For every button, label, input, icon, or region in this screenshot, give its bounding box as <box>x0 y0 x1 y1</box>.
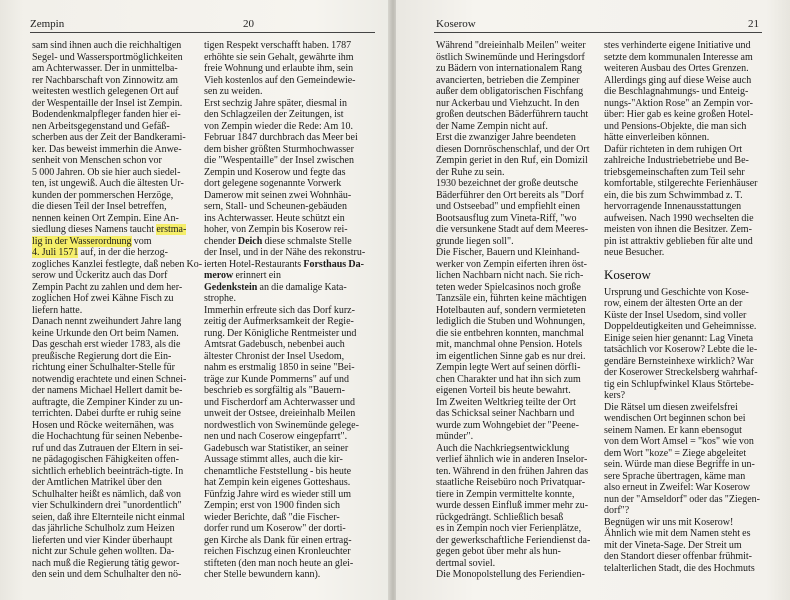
text-line: serow und Ückeritz auch das Dorf <box>32 270 168 281</box>
text-line: die Hochachtung für seinen Nebenbe- <box>32 431 183 442</box>
text-line: Fünfzig Jahre wird es wieder still um <box>204 488 352 500</box>
text-line: kers? <box>604 390 626 401</box>
text-line: der Amtlichen Matrikel über den <box>32 477 162 488</box>
highlighted-text: erstma- <box>156 224 187 235</box>
text-line: sein. Würde man diese Begriffe in un- <box>604 459 755 470</box>
bold-term-forsthaus: Forsthaus Da- <box>303 258 364 270</box>
text-line: es in Zempin noch vier Ferienplätze, <box>436 523 582 534</box>
text-line: weitesten westlich gelegenen Ort auf <box>32 86 179 97</box>
text-line: freie Wohnung und erlaubte ihm, sein <box>204 63 354 74</box>
text-line: im eigentlichen Sinne gab es nur drei. <box>436 350 586 362</box>
text-line: am Achterwasser. Der in unmittelba- <box>32 63 178 74</box>
text-line: zeitig der Aufmerksamkeit der Regie- <box>204 316 354 327</box>
text-line: Amtsrat Gadebusch, nebenbei auch <box>204 339 345 350</box>
text-line: also erneut in Zweifel: War Koserow <box>604 482 751 493</box>
text-line: dem bisher größten Sturmhochwasser <box>204 143 354 155</box>
text-line: sern, Stall- und Scheunen-gebäuden <box>204 201 347 212</box>
text-line: chenamtliche Feststellung - bis heute <box>204 465 352 477</box>
text-fragment: diese schmalste Stelle <box>262 235 352 247</box>
text-line: die diesen Teil der Insel betreffen, <box>32 201 167 212</box>
section-heading-koserow: Koserow <box>604 266 651 282</box>
text-line: Während "dreieinhalb Meilen" weiter <box>436 40 586 51</box>
text-line: dorfer rund um Koserow" der dorti- <box>204 523 346 534</box>
bold-term-gedenkstein: Gedenkstein <box>204 281 258 293</box>
text-line: Zempin Pacht zu zahlen und dem her- <box>32 281 183 293</box>
bold-term-deich: Deich <box>237 235 263 247</box>
text-line: mit der Vineta-Sage. Der Streit um <box>604 539 742 551</box>
text-line: wurde dessen Einfluß immer mehr zu- <box>436 500 589 511</box>
text-fragment: ierten Hotel-Restaurants <box>204 258 304 270</box>
text-fragment: auf, in der die herzog- <box>78 247 168 258</box>
text-line: nicht zur Schule gehen wollten. Da- <box>32 546 175 557</box>
text-line: senheit von Menschen schon vor <box>32 155 162 166</box>
right-page-column-2 <box>604 40 770 574</box>
text-line <box>32 236 198 248</box>
page-number-right: 21 <box>748 18 759 30</box>
text-line: sere Sprache übertragen, käme man <box>604 470 746 482</box>
text-line: stifteten (den man noch heute an glei- <box>204 557 354 569</box>
text-line: außer dem obligatorischen Fischfang <box>436 86 584 97</box>
header-rule-left <box>30 32 375 33</box>
text-line: nungs-"Aktion Rose" an Zempin vor- <box>604 97 753 109</box>
text-line: unweit der Ostsee, dreieinhalb Meilen <box>204 408 356 419</box>
text-line: Hotelbauten auf, sondern vermieteten <box>436 304 586 316</box>
text-line: die "Wespentaille" der Insel zwischen <box>204 155 354 166</box>
text-line: Küste der Insel Usedom, sind voller <box>604 309 747 321</box>
running-head-zempin: Zempin <box>30 18 65 30</box>
text-line: nennen keinen Ort Zempin. Eine An- <box>32 212 179 224</box>
text-line: münder". <box>436 431 474 442</box>
text-fragment: an die damalige Kata- <box>257 281 347 293</box>
text-line: lieferten und vier Kinder überhaupt <box>32 534 173 546</box>
text-line: Auch die Nachkriegsentwicklung <box>436 442 570 454</box>
text-line: den Standort dieser offenbar frühmit- <box>604 551 753 562</box>
text-line: Bäderführer den Ort bereits als "Dorf <box>436 189 584 201</box>
text-line: ins Achterwasser. Heute schützt ein <box>204 212 345 224</box>
running-head-koserow: Koserow <box>436 18 476 30</box>
highlighted-text: lig in der <box>32 235 70 247</box>
text-line: Bootsausflug zum Vineta-Riff, "wo <box>436 212 577 224</box>
text-line: zahlreiche Industriebetriebe und Be- <box>604 155 749 166</box>
text-line: die versunkene Stadt auf dem Meeres- <box>436 224 589 235</box>
text-line: Zempin und Koserow und fegte das <box>204 166 346 178</box>
text-line: Doppeldeutigkeiten und Geheimnisse. <box>604 321 757 332</box>
text-fragment: siedlung dieses Namens taucht <box>32 224 157 235</box>
text-line: sen zu weiden. <box>204 86 263 97</box>
text-line: östlich Swinemünde und Heringsdorf <box>436 51 585 63</box>
text-line: Gadebusch war Statistiker, an seiner <box>204 442 349 454</box>
text-line: meisten von ihnen die Besitzer. Zem- <box>604 224 752 235</box>
text-line: tatsächlich vor Koserow? Lebte die le- <box>604 344 758 355</box>
text-line: der namens Michael Hellert damit be- <box>32 385 183 396</box>
bold-term-damerow: merow <box>204 270 234 281</box>
text-line: hervorragende Innenausstattungen <box>604 201 742 212</box>
text-line: terrichten. Dabei durfte er ruhig seine <box>32 408 181 419</box>
text-line: Danach nennt zweihundert Jahre lang <box>32 316 182 327</box>
text-line: der Name Zempin nicht auf. <box>436 120 548 132</box>
text-line: tiere in Zempin vermittelte konnte, <box>436 488 575 500</box>
text-line: ein, die bis zum Schwimmbad z. T. <box>604 189 743 201</box>
text-line: und Pensions-Objekte, die man sich <box>604 120 747 132</box>
text-line: gegen gebot über mehr als hun- <box>436 546 561 557</box>
text-line: ältester Chronist der Insel Usedom, <box>204 350 345 362</box>
text-line: Erst sechzig Jahre später, diesmal in <box>204 97 348 109</box>
text-line: richtung einer Schulhalter-Stelle für <box>32 362 176 373</box>
text-line: der Wespentaille der Insel ist Zempin. <box>32 97 183 109</box>
text-line: von Zempin wieder die Rede: Am 10. <box>204 120 354 132</box>
text-line: Vieh kostenlos auf den Gemeindewie- <box>204 74 356 86</box>
text-line: ruf und das Zutrauen der Eltern in sei- <box>32 442 183 454</box>
text-line <box>204 282 374 294</box>
text-line: Die Monopolstellung des Feriendien- <box>436 569 585 580</box>
text-line: reichen Fischzug einen Kronleuchter <box>204 546 351 557</box>
text-line: keine Urkunde den Ort beim Namen. <box>32 327 179 339</box>
text-line: triebsgemeinschaften zum Teil sehr <box>604 166 745 178</box>
text-line: setzte dem kommunalen Interesse am <box>604 51 753 63</box>
text-line: chen Charakter und hat ihn sich zum <box>436 373 581 385</box>
text-line: erhöhte sie sein Gehalt, gewährte ihm <box>204 51 354 63</box>
text-line: 5 000 Jahren. Ob sie hier auch siedel- <box>32 166 181 178</box>
text-line: zogliches Kanzlei festlegte, daß neben Ko- <box>32 258 203 270</box>
text-line: Februar 1847 durchbrach das Meer bei <box>204 132 358 143</box>
text-line: tig ein Schlupfwinkel Klaus Störtebe- <box>604 378 754 390</box>
text-line: dorf"? <box>604 505 630 516</box>
text-line: ten, ist ungewiß. Auch die ältesten Ur- <box>32 178 184 189</box>
text-line: das Schicksal seiner Nachbarn und <box>436 408 575 419</box>
text-line: Das geschah erst wieder 1783, als die <box>32 339 181 350</box>
text-line: Aussage stimmt alles, auch die kir- <box>204 454 343 465</box>
right-page-header <box>396 18 790 34</box>
text-line: Ursprung und Geschichte von Kose- <box>604 286 749 298</box>
text-line: nur Ackerbau und Viehzucht. In den <box>436 97 580 109</box>
text-line: hoher, von Zempin bis Koserow rei- <box>204 224 348 235</box>
text-line: Bodendenkmalpfleger fanden hier ei- <box>32 109 181 120</box>
text-line: nun der "Amseldorf" oder das "Ziegen- <box>604 493 760 505</box>
text-line: vier Schulkindern drei "unordentlich" <box>32 500 182 511</box>
text-line: pin ist attraktiv geblieben für alte und <box>604 235 753 247</box>
text-line: 1930 bezeichnet der große deutsche <box>436 178 579 189</box>
text-line: nen und nach Coserow eingepfarrt". <box>204 431 348 442</box>
text-line: aufweisen. Nach 1990 wechselten die <box>604 212 754 224</box>
text-line: notwendig erachtete und einen Schnei- <box>32 373 187 385</box>
text-line: nordwestlich von Swinemünde gelege- <box>204 419 359 431</box>
text-line: Erst die zwanziger Jahre beendeten <box>436 132 576 143</box>
text-line: Zempin; erst von 1900 finden sich <box>204 500 340 511</box>
text-line: Schulhalter heißt es nämlich, daß von <box>32 488 182 500</box>
text-line: weiteren Ausbau des Ortes Grenzen. <box>604 63 749 74</box>
text-line: avancierten, betrieben die Zempiner <box>436 74 580 86</box>
text-line: großen deutschen Bäderführern taucht <box>436 109 589 120</box>
text-line: seien, daß ihre Elternteile nicht einmal <box>32 511 185 523</box>
text-line: strophe. <box>204 293 236 304</box>
highlighted-text: Wasserordnung <box>69 235 132 247</box>
text-line: neue Besucher. <box>604 247 665 258</box>
text-line: eigenen Vorteil bis heute bewahrt. <box>436 385 571 396</box>
text-line: Zempin legte Wert auf seinen dörfli- <box>436 362 581 373</box>
text-line: rer Nachbarschaft von Zinnowitz am <box>32 74 178 86</box>
text-line: grunde liegen soll". <box>436 235 514 247</box>
text-line: von dem Wort Amsel = "kos" wie von <box>604 436 754 447</box>
text-line <box>32 247 198 259</box>
page-number-left: 20 <box>243 18 254 30</box>
text-line <box>32 224 198 236</box>
text-line: rückgedrängt. Schließlich besaß <box>436 511 564 523</box>
right-page-column-1 <box>436 40 606 581</box>
text-line: Allerdings ging auf diese Weise auch <box>604 74 752 86</box>
text-line: der gewerkschaftliche Feriendienst da- <box>436 534 591 546</box>
text-line: wendischen Ort beginnen schon bei <box>604 413 746 424</box>
text-line: diesen Dornröschenschlaf, und der Ort <box>436 143 590 155</box>
text-line: Die Fischer, Bauern und Kleinhand- <box>436 247 580 258</box>
text-fragment: chender <box>204 235 238 247</box>
text-line: Dafür richteten in dem ruhigen Ort <box>604 143 743 155</box>
text-line: tigen Respekt verschafft haben. 1787 <box>204 40 352 51</box>
text-line: Im Zweiten Weltkrieg teilte der Ort <box>436 396 576 408</box>
text-line: die Beschlagnahmungs- und Enteig- <box>604 86 749 97</box>
left-page <box>0 0 392 600</box>
text-line: hätte einverleiben können. <box>604 132 710 143</box>
text-line: scherben aus der Zeit der Bandkerami- <box>32 132 186 143</box>
text-line: ne pädagogischen Fähigkeiten offen- <box>32 454 179 465</box>
text-line: zoglichen Hof zwei Kähne Fisch zu <box>32 293 174 304</box>
text-line: nach muß die Regierung tätig gewor- <box>32 557 180 569</box>
text-line: verlief ähnlich wie in anderen Inselor- <box>436 454 588 465</box>
text-line: mit, manchmal ohne Pension. Hotels <box>436 339 583 350</box>
text-line: sichtlich erheblich beeinträch-tigte. In <box>32 465 184 477</box>
text-line: und Fischerdorf am Achterwasser und <box>204 396 355 408</box>
text-fragment: vom <box>131 235 152 247</box>
text-line: kunden der pommerschen Herzöge, <box>32 189 174 201</box>
text-line: rung. Der Königliche Rentmeister und <box>204 327 357 339</box>
text-line: dem Wort "koze" = Ziege abgeleitet <box>604 447 747 459</box>
text-line <box>204 270 374 282</box>
text-line: das jährliche Schulholz zum Heizen <box>32 523 175 534</box>
left-page-column-2 <box>204 40 374 581</box>
text-line: wieder Berichte, daß "die Fischer- <box>204 511 340 523</box>
text-line: lichen Nachbarn nicht nach. Sie rich- <box>436 270 584 281</box>
text-line: der Insel, und in der Nähe des rekonstru- <box>204 247 366 258</box>
text-line: liefern hatte. <box>32 304 83 316</box>
text-line: Einige seien hier genannt: Lag Vineta <box>604 332 754 344</box>
text-line: preußische Regierung dort die Ein- <box>32 350 172 362</box>
text-line: gen Kirche als Dank für einen ertrag- <box>204 534 352 546</box>
text-line: Die Rätsel um diesen zweifelsfrei <box>604 401 738 413</box>
text-line: dertmal soviel. <box>436 557 496 569</box>
text-line: staatliche Reisebüro noch Privatquar- <box>436 477 586 488</box>
text-line: nen Arbeitsgegenstand und Gefäß- <box>32 120 170 132</box>
text-line: Begnügen wir uns mit Koserow! <box>604 516 734 528</box>
text-line: den sein und dem Schulhalter den nö- <box>32 569 182 580</box>
left-page-header <box>0 18 392 34</box>
text-line: der Ruhe zu sein. <box>436 166 505 178</box>
text-line: wurde zum Wohngebiet der "Peene- <box>436 419 579 431</box>
text-line: stes verhinderte eigene Initiative und <box>604 40 751 51</box>
text-line: Hosen und Röcke weiternähen, was <box>32 419 174 431</box>
text-line: über: Hier gab es keine großen Hotel- <box>604 109 754 120</box>
highlighted-date: 4. Juli 1571 <box>32 247 79 258</box>
text-line: sam sind ihnen auch die reichhaltigen <box>32 40 182 51</box>
text-line: ten. Während in den frühen Jahren das <box>436 465 589 477</box>
text-line: Ähnlich wie mit dem Namen steht es <box>604 528 751 539</box>
text-line: träge zur Kunde Pommerns" auf und <box>204 373 350 385</box>
text-fragment: erinnert ein <box>233 270 281 281</box>
text-line: ker. Das beweist immerhin die Anwe- <box>32 143 182 155</box>
text-line: Immerhin erfreute sich das Dorf kurz- <box>204 304 355 316</box>
text-line: auftragte, die Zempiner Kinder zu un- <box>32 396 183 408</box>
text-line: hat Zempin kein eigenes Gotteshaus. <box>204 477 351 488</box>
text-line: telalterlichen Stadt, die des Hochmuts <box>604 562 755 574</box>
text-line <box>204 236 374 248</box>
right-page <box>396 0 790 600</box>
text-line: nahm es erstmalig 1850 in seine "Bei- <box>204 362 355 373</box>
text-line: Zempin geriet in den Ruf, ein Domizil <box>436 155 588 166</box>
text-line: Damerow mit seinen zwei Wohnhäu- <box>204 189 352 201</box>
left-page-column-1 <box>32 40 203 581</box>
text-line: teten weder Spielcasinos noch große <box>436 281 581 293</box>
text-line: und Ostseebad" und empfiehlt einen <box>436 201 580 212</box>
text-line: row, einem der ältesten Orte an der <box>604 298 743 309</box>
text-line: cher Stelle bewundern kann). <box>204 569 321 580</box>
text-line: lediglich die Stuben und Wohnungen, <box>436 316 586 327</box>
text-line: beschrieb es sorgfältig als "Bauern- <box>204 385 345 396</box>
text-line <box>204 259 374 271</box>
text-line: gendäre Bernsteinhexe wirklich? War <box>604 355 754 367</box>
text-line: seinem Namen. Er kann ebensogut <box>604 424 742 436</box>
text-line: komfortable, stilgerechte Ferienhäuser <box>604 178 758 189</box>
text-line: zu Bädern von internationalem Rang <box>436 63 582 74</box>
header-rule-right <box>434 32 762 33</box>
text-line: Tanzsäle ein, führten keine mächtigen <box>436 293 587 304</box>
text-line: Segel- und Wassersportmöglichkeiten <box>32 51 183 63</box>
text-line: den Schlagzeilen der Zeitungen, ist <box>204 109 344 120</box>
text-line: die sie entbehren konnten, manchmal <box>436 327 584 339</box>
text-line: werker von Zempin eiferten ihren öst- <box>436 258 587 270</box>
text-line: der Koserower Streckelsberg wahrhaf- <box>604 367 758 378</box>
text-line: dort gelegene sogenannte Vorwerk <box>204 178 342 189</box>
